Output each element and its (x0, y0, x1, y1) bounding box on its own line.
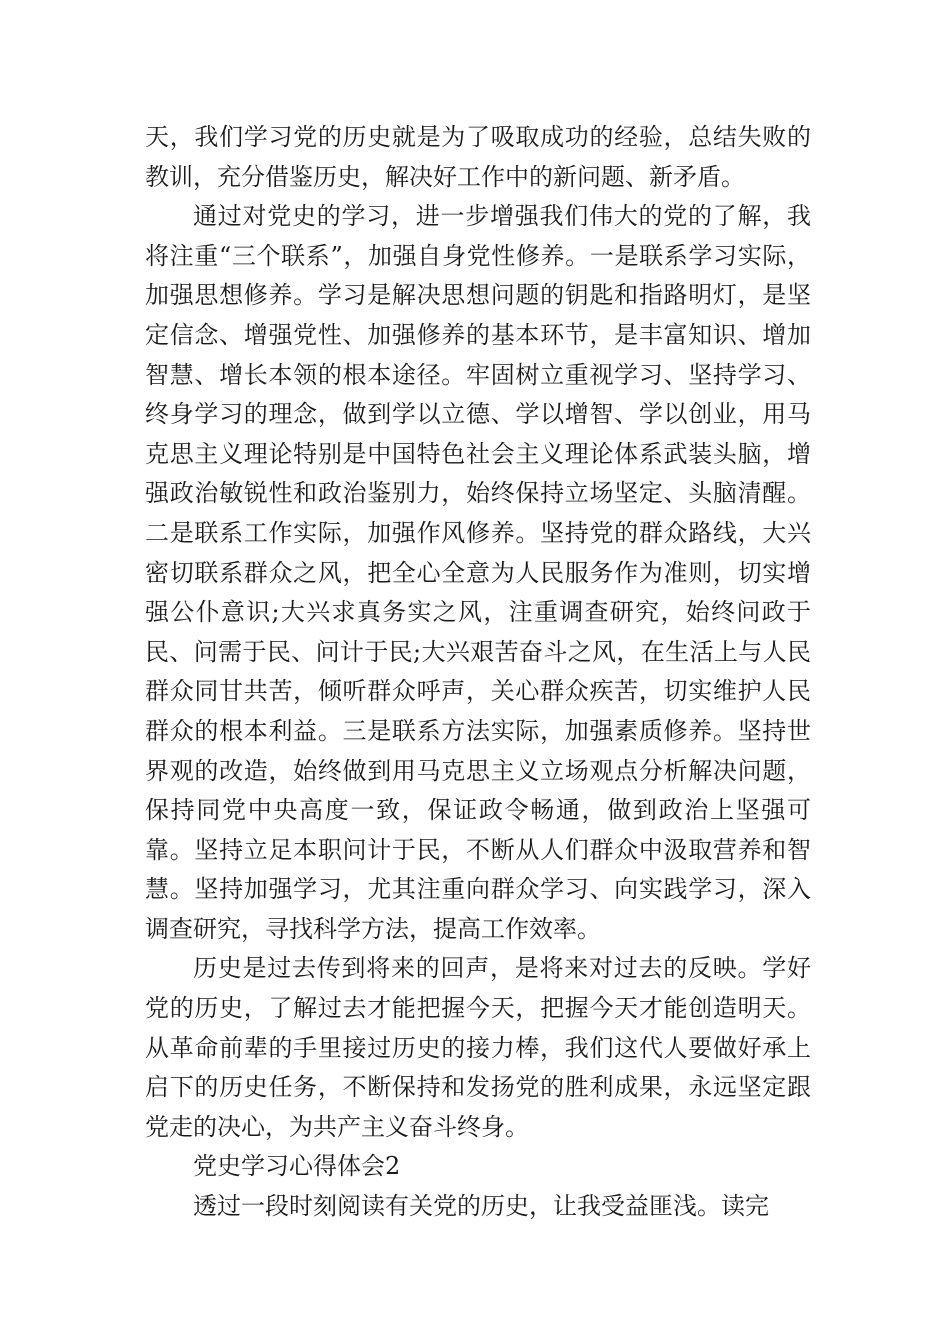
paragraph-history-echo: 历史是过去传到将来的回声，是将来对过去的反映。学好党的历史，了解过去才能把握今天，把握今天才能创造明天。从革命前辈的手里接过历史的接力棒，我们这代人要做好承上启下的历史任务，不断保持和发扬党的胜利成果，永远坚定跟党走的决心，为共产主义奋斗终身。 (145, 954, 811, 1141)
paragraph-reading-start: 透过一段时刻阅读有关党的历史，让我受益匪浅。读完 (193, 1192, 769, 1221)
paragraph-continuation: 天，我们学习党的历史就是为了吸取成功的经验，总结失败的教训，充分借鉴历史，解决好工作中的新问题、新矛盾。 (145, 123, 811, 191)
paragraph-three-connections: 通过对党史的学习，进一步增强我们伟大的党的了解，我将注重“三个联系”，加强自身党性修养。一是联系学习实际，加强思想修养。学习是解决思想问题的钥匙和指路明灯，是坚定信念、增强党性、加强修养的基本环节，是丰富知识、增加智慧、增长本领的根本途径。牢固树立重视学习、坚持学习、终身学习的理念，做到学以立德、学以增智、学以创业，用马克思主义理论特别是中国特色社会主义理论体系武装头脑，增强政治敏锐性和政治鉴别力，始终保持立场坚定、头脑清醒。二是联系工作实际，加强作风修养。坚持党的群众路线，大兴密切联系群众之风，把全心全意为人民服务作为准则，切实增强公仆意识;大兴求真务实之风，注重调查研究，始终问政于民、问需于民、问计于民;大兴艰苦奋斗之风，在生活上与人民群众同甘共苦，倾听群众呼声，关心群众疾苦，切实维护人民群众的根本利益。三是联系方法实际，加强素质修养。坚持世界观的改造，始终做到用马克思主义立场观点分析解决问题，保持同党中央高度一致，保证政令畅通，做到政治上坚强可靠。坚持立足本职问计于民，不断从人们群众中汲取营养和智慧。坚持加强学习，尤其注重向群众学习、向实践学习，深入调查研究，寻找科学方法，提高工作效率。 (145, 202, 811, 943)
document-body (145, 118, 811, 1227)
section-heading: 党史学习心得体会2 (193, 1152, 401, 1181)
